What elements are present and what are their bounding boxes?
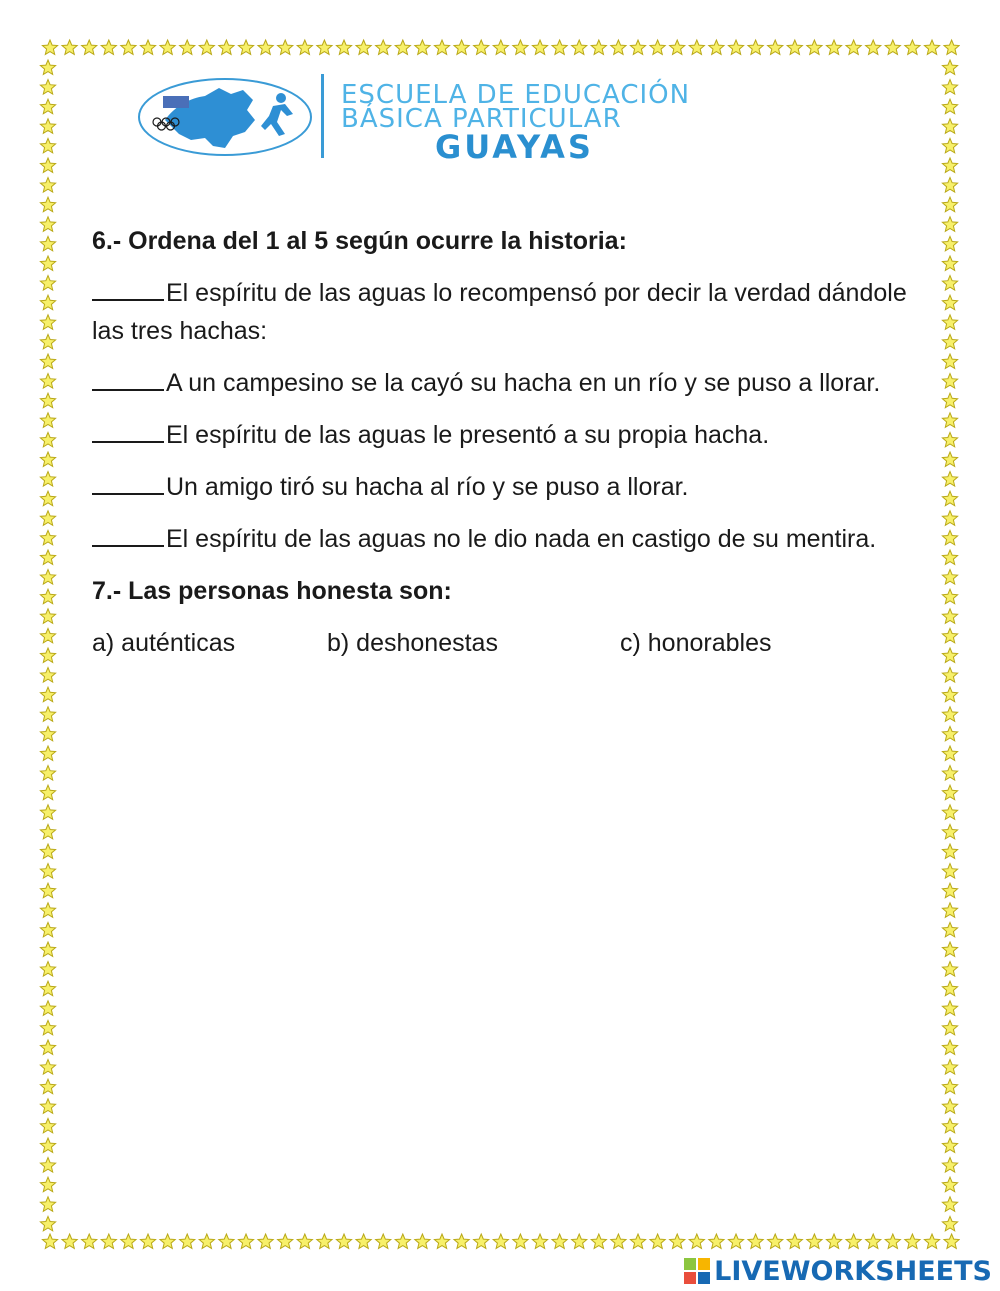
star-icon [40,432,55,446]
star-icon [942,334,957,348]
star-icon [942,393,957,407]
star-icon [40,648,55,662]
star-icon [846,40,861,54]
star-icon [40,785,55,799]
star-icon [40,1060,55,1074]
star-icon [40,295,55,309]
star-icon [40,746,55,760]
star-icon [885,40,900,54]
ordering-item [92,274,932,350]
liveworksheets-wordmark: LIVEWORKSHEETS [714,1255,992,1287]
star-icon [807,40,822,54]
star-icon [709,40,724,54]
star-icon [40,491,55,505]
answer-blank-1[interactable] [92,277,164,301]
ordering-item-text: A un campesino se la cayó su hacha en un río y se puso a llorar. [166,369,881,397]
star-icon [40,589,55,603]
star-icon [942,1216,957,1230]
star-icon [40,1099,55,1113]
star-icon [942,962,957,976]
star-icon [40,707,55,721]
star-icon [942,472,957,486]
star-icon [709,1234,724,1248]
star-icon [650,1234,665,1248]
star-icon [40,1197,55,1211]
star-icon [40,80,55,94]
star-icon [140,40,155,54]
map-emblem-icon [135,76,315,158]
star-icon [924,1234,939,1248]
star-icon [942,981,957,995]
star-icon [942,80,957,94]
star-icon [942,726,957,740]
star-icon [532,1234,547,1248]
star-icon [942,413,957,427]
star-icon [942,922,957,936]
star-icon [40,628,55,642]
star-icon [121,1234,136,1248]
star-icon [40,1040,55,1054]
star-icon [199,1234,214,1248]
star-icon [62,1234,77,1248]
star-icon [278,1234,293,1248]
star-icon [552,1234,567,1248]
star-icon [40,315,55,329]
ordering-item [92,364,932,402]
ordering-item [92,520,932,558]
school-header [135,72,895,166]
star-icon [40,903,55,917]
star-icon [630,1234,645,1248]
school-name-line2: BÁSICA PARTICULAR [341,104,622,134]
star-icon [942,432,957,446]
star-icon [942,609,957,623]
star-icon [82,40,97,54]
star-icon [40,766,55,780]
star-icon [572,40,587,54]
star-icon [40,158,55,172]
star-icon [40,236,55,250]
star-icon [40,609,55,623]
star-icon [121,40,136,54]
star-icon [40,942,55,956]
star-icon [942,687,957,701]
star-icon [40,844,55,858]
star-icon [40,824,55,838]
star-icon [40,197,55,211]
star-icon [826,1234,841,1248]
star-icon [238,1234,253,1248]
star-icon [258,40,273,54]
star-icon [942,1040,957,1054]
star-icon [748,1234,763,1248]
star-icon [278,40,293,54]
star-icon [630,40,645,54]
star-icon [591,40,606,54]
star-icon [297,1234,312,1248]
star-icon [905,40,920,54]
star-icon [942,766,957,780]
star-icon [40,1216,55,1230]
star-icon [942,648,957,662]
star-icon [40,374,55,388]
star-icon [942,844,957,858]
runner-icon [261,93,293,136]
star-icon [942,197,957,211]
star-icon [40,1079,55,1093]
star-icon [40,472,55,486]
star-border-bottom [40,1232,960,1252]
star-icon [415,1234,430,1248]
star-icon [942,1079,957,1093]
ordering-item-text: Un amigo tiró su hacha al río y se puso a llorar. [166,473,689,501]
star-icon [942,178,957,192]
star-icon [866,1234,881,1248]
star-icon [807,1234,822,1248]
star-icon [942,511,957,525]
star-icon [40,217,55,231]
star-icon [942,354,957,368]
star-icon [40,334,55,348]
star-icon [40,883,55,897]
star-icon [40,119,55,133]
star-icon [434,40,449,54]
star-icon [180,40,195,54]
option-a[interactable]: a) auténticas [92,629,236,657]
star-icon [728,1234,743,1248]
star-icon [40,354,55,368]
star-icon [787,1234,802,1248]
star-icon [924,40,939,54]
star-icon [454,1234,469,1248]
star-icon [40,1177,55,1191]
star-icon [942,824,957,838]
star-icon [40,99,55,113]
star-icon [768,1234,783,1248]
star-icon [942,119,957,133]
school-name-line1: ESCUELA DE EDUCACIÓN [341,80,691,110]
star-icon [238,40,253,54]
star-icon [942,217,957,231]
ordering-item-text: El espíritu de las aguas lo recompensó por decir la verdad dándole las tres hachas: [92,279,907,345]
star-icon [942,256,957,270]
star-icon [140,1234,155,1248]
answer-blank-3[interactable] [92,419,164,443]
star-icon [866,40,881,54]
star-icon [942,1118,957,1132]
worksheet-content [92,222,932,662]
star-icon [942,707,957,721]
star-icon [493,40,508,54]
question-6-title: 6.- Ordena del 1 al 5 según ocurre la historia: [92,227,627,255]
star-icon [40,668,55,682]
star-icon [160,1234,175,1248]
star-icon [40,1020,55,1034]
flag-icon [163,96,189,108]
star-icon [552,40,567,54]
star-icon [356,1234,371,1248]
star-icon [942,236,957,250]
star-icon [40,687,55,701]
star-icon [905,1234,920,1248]
star-icon [942,1138,957,1152]
star-icon [942,805,957,819]
star-icon [40,452,55,466]
ordering-item-text: El espíritu de las aguas le presentó a su propia hacha. [166,421,770,449]
star-icon [40,550,55,564]
star-border-right [940,40,960,1250]
star-icon [40,413,55,427]
star-icon [942,1020,957,1034]
star-icon [474,1234,489,1248]
star-icon [942,903,957,917]
star-icon [219,40,234,54]
star-icon [434,1234,449,1248]
star-icon [336,40,351,54]
star-icon [532,40,547,54]
star-icon [40,1001,55,1015]
star-icon [199,40,214,54]
star-icon [40,276,55,290]
star-icon [942,1060,957,1074]
star-icon [101,1234,116,1248]
answer-blank-4[interactable] [92,471,164,495]
star-icon [415,40,430,54]
star-icon [317,1234,332,1248]
star-icon [40,962,55,976]
star-icon [942,158,957,172]
star-icon [160,40,175,54]
star-icon [611,1234,626,1248]
option-c[interactable]: c) honorables [620,629,772,657]
star-icon [942,883,957,897]
star-icon [40,726,55,740]
star-icon [942,1158,957,1172]
star-icon [62,40,77,54]
star-icon [942,1177,957,1191]
question-7-options [92,624,932,662]
star-icon [942,138,957,152]
star-icon [650,40,665,54]
star-icon [846,1234,861,1248]
star-icon [689,40,704,54]
star-icon [101,40,116,54]
star-icon [40,570,55,584]
star-icon [942,491,957,505]
star-icon [40,138,55,152]
star-icon [40,1158,55,1172]
star-icon [670,40,685,54]
answer-blank-2[interactable] [92,367,164,391]
ordering-item [92,468,932,506]
star-icon [258,1234,273,1248]
star-icon [885,1234,900,1248]
star-icon [942,942,957,956]
star-icon [219,1234,234,1248]
star-icon [395,40,410,54]
star-icon [395,1234,410,1248]
star-icon [40,511,55,525]
star-icon [942,295,957,309]
star-icon [40,805,55,819]
star-icon [297,40,312,54]
star-icon [474,40,489,54]
star-icon [611,40,626,54]
star-icon [942,276,957,290]
star-icon [768,40,783,54]
star-icon [942,785,957,799]
star-icon [40,1118,55,1132]
star-icon [356,40,371,54]
star-icon [942,570,957,584]
header-divider [321,74,324,158]
star-icon [40,922,55,936]
star-icon [591,1234,606,1248]
star-icon [942,550,957,564]
question-7-title: 7.- Las personas honesta son: [92,577,452,605]
star-icon [942,668,957,682]
liveworksheets-brand[interactable] [684,1255,992,1287]
star-icon [942,315,957,329]
school-name-guayas: GUAYAS [435,128,594,166]
star-icon [572,1234,587,1248]
star-icon [40,530,55,544]
star-icon [40,256,55,270]
star-icon [942,628,957,642]
star-icon [180,1234,195,1248]
star-icon [454,40,469,54]
star-icon [40,393,55,407]
star-icon [942,746,957,760]
star-icon [513,1234,528,1248]
star-icon [826,40,841,54]
star-icon [40,1138,55,1152]
star-icon [689,1234,704,1248]
liveworksheets-logo-icon [684,1258,710,1284]
star-border-top [40,38,960,58]
star-icon [942,1099,957,1113]
star-icon [40,981,55,995]
star-icon [942,530,957,544]
star-icon [942,374,957,388]
answer-blank-5[interactable] [92,523,164,547]
star-icon [942,452,957,466]
star-icon [82,1234,97,1248]
star-icon [670,1234,685,1248]
star-icon [942,589,957,603]
option-b[interactable]: b) deshonestas [327,629,498,657]
star-icon [748,40,763,54]
star-icon [513,40,528,54]
star-icon [376,40,391,54]
star-icon [942,1197,957,1211]
star-icon [942,60,957,74]
ordering-item [92,416,932,454]
star-icon [728,40,743,54]
star-icon [40,178,55,192]
star-border-left [38,40,58,1250]
star-icon [942,1001,957,1015]
star-icon [336,1234,351,1248]
star-icon [942,99,957,113]
star-icon [942,864,957,878]
star-icon [787,40,802,54]
star-icon [376,1234,391,1248]
star-icon [40,60,55,74]
star-icon [493,1234,508,1248]
ordering-item-text: El espíritu de las aguas no le dio nada en castigo de su mentira. [166,525,877,553]
star-icon [40,864,55,878]
star-icon [317,40,332,54]
